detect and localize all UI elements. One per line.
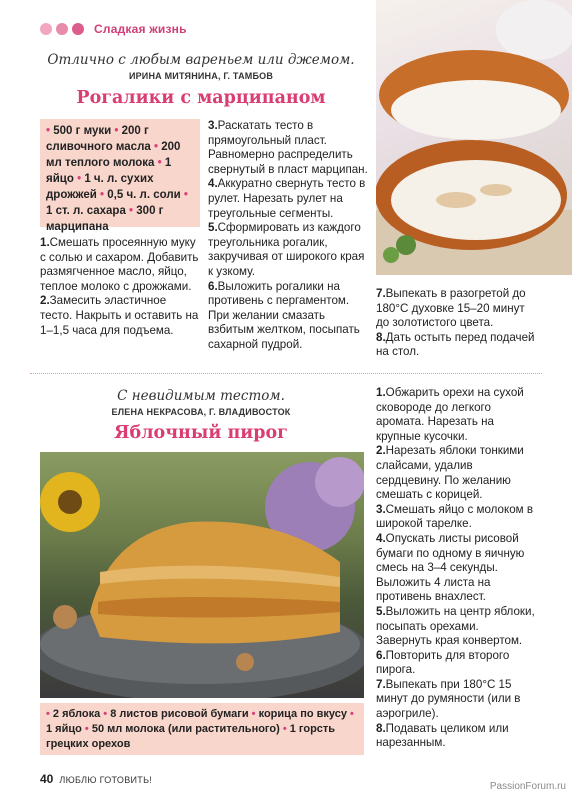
- step: 5.Сформировать из каждого треугольника рогалик, закручивая от широкого края к узкому.: [208, 221, 365, 278]
- step: 2.Замесить эластичное тесто. Накрыть и оставить на 1–1,5 часа для подъема.: [40, 294, 199, 337]
- recipe2-title: Яблочный пирог: [114, 423, 288, 443]
- ingredient-item: 200 г сливочного масла: [46, 125, 151, 153]
- watermark: PassionForum.ru: [489, 781, 566, 792]
- page-footer: [40, 772, 152, 786]
- recipe1-steps-col1: [40, 236, 200, 338]
- recipe1-title: Рогалики с марципаном: [76, 88, 326, 108]
- bullet-icon: •: [183, 189, 188, 201]
- ingredient-item: корица по вкусу: [258, 708, 347, 720]
- croissant-photo: [376, 0, 572, 275]
- step: 4.Аккуратно свернуть тесто в рулет. Нарезать рулет на треугольные сегменты.: [208, 177, 366, 220]
- page-number: 40: [40, 772, 54, 786]
- bullet-icon: •: [282, 723, 290, 735]
- step: 8.Дать остыть перед подачей на стол.: [376, 330, 535, 359]
- bullet-icon: •: [114, 125, 122, 137]
- recipe2-steps: [376, 386, 536, 751]
- step: 3.Смешать яйцо с молоком в широкой тарелке.: [376, 502, 533, 531]
- bullet-icon: •: [84, 723, 92, 735]
- ingredient-item: 1 ч. л. сухих дрожжей: [46, 173, 154, 201]
- bullet-icon: •: [46, 125, 54, 137]
- step: 2.Нарезать яблоки тонкими слайсами, удалив сердцевину. По желанию смешать с корицей.: [376, 444, 524, 502]
- step: 7.Выпекать в разогретой до 180°С духовке 15–20 минут до золотистого цвета.: [376, 287, 526, 330]
- bullet-icon: •: [129, 205, 137, 217]
- recipe1-steps-col2: [208, 119, 368, 353]
- ingredient-item: 0,5 ч. л. соли: [107, 189, 181, 201]
- bullet-icon: •: [100, 189, 108, 201]
- ingredient-item: 1 яйцо: [46, 723, 82, 735]
- apple-pie-photo: [40, 452, 364, 698]
- step: 5.Выложить на центр яблоки, посыпать орехами. Завернуть края конвертом.: [376, 604, 535, 648]
- step: 8.Подавать целиком или нарезанным.: [376, 721, 509, 750]
- section-divider: [30, 373, 542, 374]
- ingredient-item: 2 яблока: [52, 708, 101, 720]
- magazine-name: ЛЮБЛЮ ГОТОВИТЬ!: [59, 775, 153, 785]
- step: 4.Опускать листы рисовой бумаги по одному в яичную смесь на 3–4 секунды. Выложить 4 листа на противень внахлест.: [376, 531, 525, 604]
- bullet-icon: •: [251, 708, 259, 720]
- recipe1-author: ИРИНА МИТЯНИНА, Г. ТАМБОВ: [128, 71, 274, 81]
- step: 1.Смешать просеянную муку с солью и сахаром. Добавить размягченное масло, яйцо, теплое молоко с дрожжами.: [40, 236, 199, 293]
- ingredient-item: 1 яйцо: [46, 157, 172, 185]
- decor-dot-icon: [56, 23, 68, 35]
- ingredient-item: 200 мл теплого молока: [46, 141, 181, 169]
- ingredient-item: 500 г муки: [53, 125, 112, 137]
- bullet-icon: •: [153, 141, 162, 153]
- decor-dot-icon: [72, 23, 84, 35]
- bullet-icon: •: [350, 708, 354, 720]
- ingredient-item: 50 мл молока (или растительного): [91, 723, 280, 735]
- rubric-header: [40, 22, 187, 36]
- ingredient-item: 300 г марципана: [46, 205, 164, 233]
- step: 1.Обжарить орехи на сухой сковороде до легкого аромата. Нарезать на крупные кусочки.: [376, 386, 524, 443]
- bullet-icon: •: [77, 173, 85, 185]
- ingredient-item: 1 горсть грецких орехов: [46, 723, 336, 750]
- step: 3.Раскатать тесто в прямоугольный пласт. Равномерно распределить свернутый в пласт марципан.: [208, 119, 368, 176]
- step: 6.Повторить для второго пирога.: [376, 648, 510, 677]
- ingredient-item: 1 ст. л. сахара: [46, 205, 126, 217]
- rubric-label: Сладкая жизнь: [94, 22, 187, 36]
- bullet-icon: •: [46, 708, 53, 720]
- recipe1-ingredients: [40, 119, 200, 233]
- bullet-icon: •: [103, 708, 111, 720]
- decor-dot-icon: [40, 23, 52, 35]
- recipe2-ingredients: [40, 703, 364, 755]
- recipe1-subtitle: Отлично с любым вареньем или джемом.: [47, 52, 355, 68]
- recipe2-subtitle: С невидимым тестом.: [117, 388, 285, 404]
- recipe1-steps-col3: [376, 287, 536, 360]
- recipe2-author: ЕЛЕНА НЕКРАСОВА, Г. ВЛАДИВОСТОК: [111, 407, 291, 417]
- ingredient-item: 8 листов рисовой бумаги: [110, 708, 249, 720]
- step: 7.Выпекать при 180°С 15 минут до румяности (или в аэрогриле).: [376, 677, 521, 721]
- bullet-icon: •: [157, 157, 165, 169]
- step: 6.Выложить рогалики на противень с пергаментом. При желании смазать взбитым желтком, посыпать сахарной пудрой.: [208, 279, 360, 351]
